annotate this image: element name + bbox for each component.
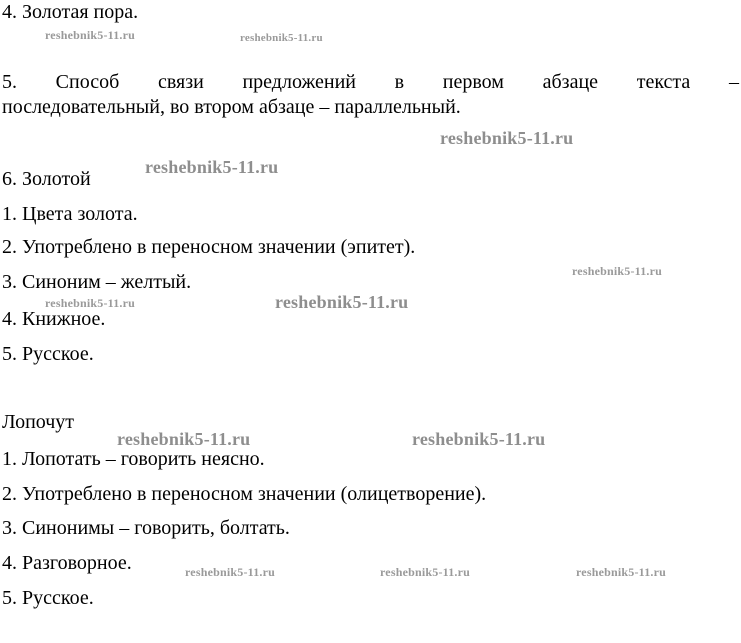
watermark: reshebnik5-11.ru: [185, 565, 275, 579]
item4-title: 4. Золотая пора.: [2, 1, 139, 23]
watermark: reshebnik5-11.ru: [275, 292, 409, 312]
item5-word: 5.: [2, 71, 17, 93]
watermark: reshebnik5-11.ru: [117, 429, 251, 449]
item5-word: предложений: [242, 71, 356, 93]
watermark: reshebnik5-11.ru: [576, 565, 666, 579]
item5-word: первом: [442, 71, 504, 93]
watermark: reshebnik5-11.ru: [240, 32, 323, 44]
item5-word: Способ: [55, 71, 120, 93]
item5-line1: [2, 70, 739, 94]
word6-item: 2. Употреблено в переносном значении (эпитет).: [2, 236, 416, 258]
item5-word: связи: [157, 71, 204, 93]
item5-word: в: [394, 71, 405, 93]
item5-word: –: [728, 71, 739, 93]
item5-word: абзаце: [542, 71, 599, 93]
watermark: reshebnik5-11.ru: [572, 264, 662, 278]
word6-item: 5. Русское.: [2, 343, 94, 365]
word7-item: 1. Лопотать – говорить неясно.: [2, 448, 265, 470]
watermark: reshebnik5-11.ru: [380, 565, 470, 579]
word6-item: 1. Цвета золота.: [2, 203, 138, 225]
word7-item: 5. Русское.: [2, 587, 94, 609]
watermark: reshebnik5-11.ru: [145, 157, 279, 177]
word7-item: 2. Употреблено в переносном значении (олицетворение).: [2, 483, 487, 505]
item5-line2: последовательный, во втором абзаце – параллельный.: [2, 96, 461, 118]
watermark: reshebnik5-11.ru: [45, 296, 135, 310]
word7-title: Лопочут: [2, 411, 75, 433]
watermark: reshebnik5-11.ru: [45, 28, 135, 42]
word6-item: 3. Синоним – желтый.: [2, 271, 192, 293]
watermark: reshebnik5-11.ru: [412, 429, 546, 449]
item5-word: текста: [636, 71, 691, 93]
watermark: reshebnik5-11.ru: [440, 128, 574, 148]
word6-item: 4. Книжное.: [2, 308, 106, 330]
word7-item: 4. Разговорное.: [2, 552, 132, 574]
word7-item: 3. Синонимы – говорить, болтать.: [2, 517, 290, 539]
word6-title: 6. Золотой: [2, 168, 91, 190]
